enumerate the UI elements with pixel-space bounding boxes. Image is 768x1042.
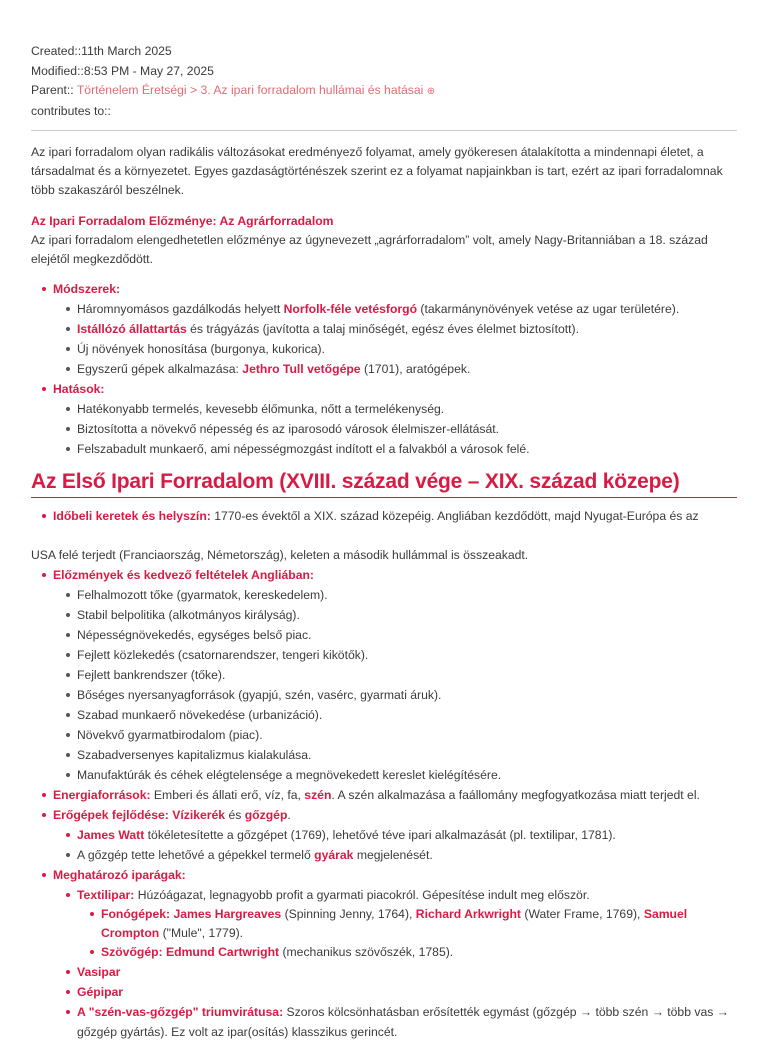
textile-label: Textilipar: — [77, 888, 135, 902]
agrar-list — [31, 279, 737, 459]
watt-term: James Watt — [77, 828, 145, 842]
section-heading-first-revolution: Az Első Ipari Forradalom (XVIII. század vége – XIX. század közepe) — [31, 469, 737, 498]
list-item: Bőséges nyersanyagforrások (gyapjú, szén, vasérc, gyarmati áruk). — [31, 685, 737, 705]
metadata-divider — [31, 130, 737, 131]
parent-line — [31, 81, 737, 102]
note-metadata — [31, 42, 737, 121]
contributes-line — [31, 102, 737, 122]
list-item — [31, 379, 737, 459]
list-item: Szabad munkaerő növekedése (urbanizáció). — [31, 705, 737, 725]
istallozo-term: Istállózó állattartás — [77, 322, 187, 336]
list-item — [31, 982, 737, 1002]
factory-term: gyárak — [314, 848, 354, 862]
list-item: Istállózó állattartás és trágyázás (javította a talaj minőségét, egész éves élelmet biztosított). — [31, 319, 737, 339]
list-item: Szövőgép: Edmund Cartwright (mechanikus szövőszék, 1785). — [31, 943, 737, 962]
list-item: A gőzgép tette lehetővé a gépekkel termelő gyárak megjelenését. — [31, 845, 737, 865]
tull-term: Jethro Tull vetőgépe — [242, 362, 361, 376]
triad-label: A "szén-vas-gőzgép" triumvirátusa: — [77, 1005, 284, 1019]
list-item: Fejlett bankrendszer (tőke). — [31, 665, 737, 685]
industries-label: Meghatározó iparágak: — [53, 868, 186, 882]
contributes-label: contributes to:: — [31, 103, 111, 118]
list-item — [31, 962, 737, 982]
created-label: Created:: — [31, 44, 82, 58]
time-label: Időbeli keretek és helyszín: — [53, 509, 211, 523]
list-item: Erőgépek fejlődése: Vízikerék és gőzgép. James Watt tökéletesítette a gőzgépet (1769), lehetővé téve ipari alkalmazását (pl. textilipar, 1781). A gőzgép tette lehetővé a gépekkel termelő gyárak megjelenését. — [31, 805, 737, 865]
agrar-heading: Az Ipari Forradalom Előzménye: Az Agrárforradalom — [31, 214, 334, 228]
intro-paragraph: Az ipari forradalom olyan radikális változásokat eredményező folyamat, amely gyökeresen átalakította a mindennapi életet, a társadalmat és a környezetet. Egyes gazdaságtörténészek szerint ez a folyamat napjainkban is tart, ezért az ipari forradalomnak több szakaszáról beszélnek. — [31, 145, 723, 197]
list-item: Fonógépek: James Hargreaves (Spinning Jenny, 1764), Richard Arkwright (Water Frame, 1769), Samuel Crompton ("Mule", 1779). — [31, 905, 737, 943]
list-item: Egyszerű gépek alkalmazása: Jethro Tull vetőgépe (1701), aratógépek. — [31, 359, 737, 379]
norfolk-term: Norfolk-féle vetésforgó — [283, 302, 418, 316]
agrar-text: Az ipari forradalom elengedhetetlen előzménye az úgynevezett „agrárforradalom” volt, amely Nagy-Britanniában a 18. század elejétől megkezdődött. — [31, 233, 708, 266]
list-item: A "szén-vas-gőzgép" triumvirátusa: Szoros kölcsönhatásban erősítették egymást (gőzgép → több szén → több vas → gőzgép gyártás). Ez volt az ipar(osítás) klasszikus gerincét. — [31, 1002, 737, 1042]
list-item: Stabil belpolitika (alkotmányos királyság). — [31, 605, 737, 625]
created-line — [31, 42, 737, 62]
list-item — [31, 279, 737, 379]
parent-label: Parent:: — [31, 83, 77, 97]
first-revolution-list — [31, 506, 737, 1042]
list-item: Felszabadult munkaerő, ami népességmozgást indított el a falvakból a városok felé. — [31, 439, 737, 459]
list-item: Hatékonyabb termelés, kevesebb élőmunka, nőtt a termelékenység. — [31, 399, 737, 419]
list-item: James Watt tökéletesítette a gőzgépet (1769), lehetővé téve ipari alkalmazását (pl. textilipar, 1781). — [31, 825, 737, 845]
list-item: Növekvő gyarmatbirodalom (piac). — [31, 725, 737, 745]
methods-label: Módszerek: — [53, 282, 121, 296]
list-item: Népességnövekedés, egységes belső piac. — [31, 625, 737, 645]
list-item — [31, 865, 737, 1042]
preconditions-label: Előzmények és kedvező feltételek Angliában: — [53, 568, 314, 582]
machine-industry: Gépipar — [77, 985, 124, 999]
coal-term: szén — [304, 788, 332, 802]
created-value: 11th March 2025 — [81, 44, 172, 58]
list-item: Manufaktúrák és céhek elégtelensége a megnövekedett kereslet kielégítésére. — [31, 765, 737, 785]
energy-label: Energiaforrások: — [53, 788, 151, 802]
external-link-icon[interactable]: ⊕ — [426, 86, 436, 97]
steam-engine-term: gőzgép — [244, 808, 288, 822]
list-item: Időbeli keretek és helyszín: 1770-es évektől a XIX. század közepéig. Angliában kezdődött, majd Nyugat-Európa és az USA felé terjedt (Franciaország, Németország), keleten a második hullámmal is összeakadt. — [31, 506, 737, 565]
list-item — [31, 565, 737, 785]
list-item: Szabadversenyes kapitalizmus kialakulása. — [31, 745, 737, 765]
iron-industry: Vasipar — [77, 965, 121, 979]
effects-label: Hatások: — [53, 382, 105, 396]
engines-label: Erőgépek fejlődése: — [53, 808, 169, 822]
parent-link[interactable]: Történelem Éretségi > 3. Az ipari forradalom hullámai és hatásai — [76, 83, 424, 97]
list-item: Új növények honosítása (burgonya, kukorica). — [31, 339, 737, 359]
list-item: Háromnyomásos gazdálkodás helyett Norfolk-féle vetésforgó (takarmánynövények vetése az ugar területére). — [31, 299, 737, 319]
list-item: Textilipar: Húzóágazat, legnagyobb profit a gyarmati piacokról. Gépesítése indult meg először. Fonógépek: James Hargreaves (Spinning Jenny, 1764), Richard Arkwright (Water Frame, 1769), Samuel Crompton ("Mule", 1779). Szövőgép: Edmund Cartwright (mechanikus szövőszék, 1785). — [31, 885, 737, 962]
modified-label: Modified:: — [31, 63, 84, 78]
list-item: Energiaforrások: Emberi és állati erő, víz, fa, szén. A szén alkalmazása a faállomány megfogyatkozása miatt terjedt el. — [31, 785, 737, 805]
modified-line — [31, 62, 737, 82]
modified-value: 8:53 PM - May 27, 2025 — [83, 63, 214, 78]
list-item: Felhalmozott tőke (gyarmatok, kereskedelem). — [31, 585, 737, 605]
list-item: Biztosította a növekvő népesség és az iparosodó városok élelmiszer-ellátását. — [31, 419, 737, 439]
list-item: Fejlett közlekedés (csatornarendszer, tengeri kikötők). — [31, 645, 737, 665]
